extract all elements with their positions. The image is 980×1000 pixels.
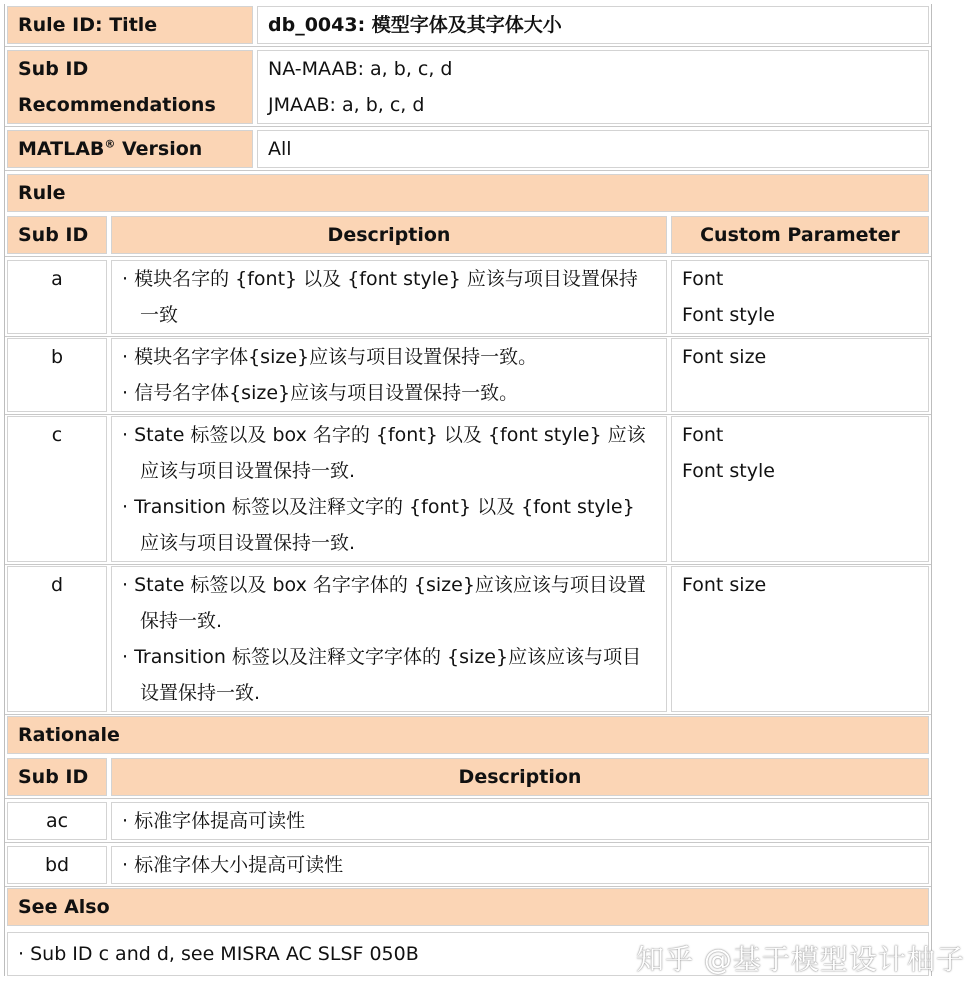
param-item: Font bbox=[682, 424, 724, 446]
rule-row-c-params bbox=[671, 416, 929, 562]
rationale-section-header: Rationale bbox=[7, 716, 929, 754]
rationale-row-ac-description: · 标准字体提高可读性 bbox=[111, 802, 929, 840]
rule-row-d-description bbox=[111, 566, 667, 712]
rule-col-custom-parameter: Custom Parameter bbox=[671, 216, 929, 254]
param-item: Font size bbox=[682, 346, 767, 368]
rule-row-d-id: d bbox=[7, 566, 107, 712]
recommendations-value bbox=[257, 50, 929, 124]
subid-label: Sub ID bbox=[18, 58, 89, 80]
subid-recommendations-label bbox=[7, 50, 253, 124]
rule-row-b-description bbox=[111, 338, 667, 412]
rule-section-header: Rule bbox=[7, 174, 929, 212]
recommendation-na-maab: NA-MAAB: a, b, c, d bbox=[268, 58, 453, 80]
param-item: Font bbox=[682, 268, 724, 290]
rule-row-a-description bbox=[111, 260, 667, 334]
rule-id-title: db_0043: 模型字体及其字体大小 bbox=[257, 6, 929, 44]
rationale-col-description: Description bbox=[111, 758, 929, 796]
rationale-row-bd-id: bd bbox=[7, 846, 107, 884]
rule-row-a-id: a bbox=[7, 260, 107, 334]
rule-row-c-id: c bbox=[7, 416, 107, 562]
rule-row-b-params bbox=[671, 338, 929, 412]
watermark: 知乎 @基于模型设计柚子 bbox=[636, 943, 965, 976]
rule-id-label: Rule ID: Title bbox=[7, 6, 253, 44]
param-item: Font style bbox=[682, 460, 775, 482]
rule-row-d-params bbox=[671, 566, 929, 712]
rule-row-b-id: b bbox=[7, 338, 107, 412]
rationale-row-bd-description: · 标准字体大小提高可读性 bbox=[111, 846, 929, 884]
param-item: Font size bbox=[682, 574, 767, 596]
see-also-text: · Sub ID c and d, see MISRA AC SLSF 050B bbox=[7, 932, 929, 976]
registered-mark: ® bbox=[104, 137, 116, 151]
list-item: · 模块名字字体{size}应该与项目设置保持一致。 bbox=[122, 346, 538, 368]
rationale-row-ac-id: ac bbox=[7, 802, 107, 840]
recommendations-label: Recommendations bbox=[18, 94, 216, 116]
list-item: · State 标签以及 box 名字的 {font} 以及 {font style} 应该应该与项目设置保持一致. bbox=[122, 424, 646, 482]
rule-col-description: Description bbox=[111, 216, 667, 254]
param-item: Font style bbox=[682, 304, 775, 326]
matlab-version-label: MATLAB® Version bbox=[7, 130, 253, 168]
rule-row-a-params bbox=[671, 260, 929, 334]
matlab-version-value: All bbox=[257, 130, 929, 168]
list-item: · Transition 标签以及注释文字字体的 {size}应该应该与项目设置保持一致. bbox=[122, 646, 642, 704]
list-item: · 模块名字的 {font} 以及 {font style} 应该与项目设置保持一致 bbox=[122, 268, 638, 326]
list-item: · State 标签以及 box 名字字体的 {size}应该应该与项目设置保持一致. bbox=[122, 574, 646, 632]
rule-col-subid: Sub ID bbox=[7, 216, 107, 254]
guideline-table bbox=[4, 4, 932, 976]
recommendation-jmaab: JMAAB: a, b, c, d bbox=[268, 94, 425, 116]
rationale-col-subid: Sub ID bbox=[7, 758, 107, 796]
list-item: · Transition 标签以及注释文字的 {font} 以及 {font style} 应该与项目设置保持一致. bbox=[122, 496, 635, 554]
see-also-section-header: See Also bbox=[7, 888, 929, 926]
list-item: · 信号名字体{size}应该与项目设置保持一致。 bbox=[122, 382, 519, 404]
rule-row-c-description bbox=[111, 416, 667, 562]
